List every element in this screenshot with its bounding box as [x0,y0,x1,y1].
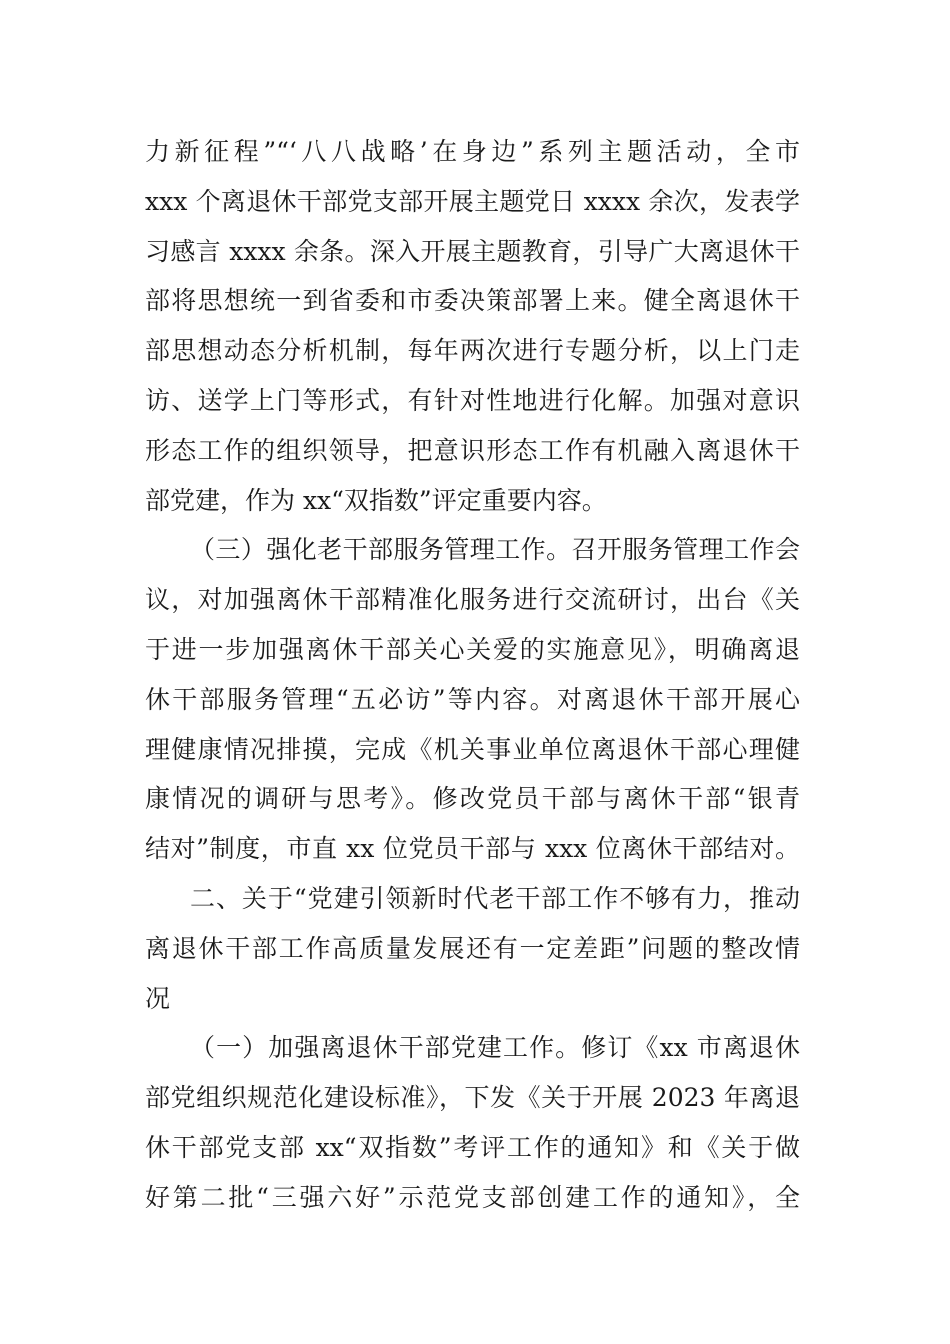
text-line: 康情况的调研与思考》。修改党员干部与离休干部“银青 [145,784,800,814]
text-line: 休干部党支部 xx“双指数”考评工作的通知》和《关于做 [145,1132,800,1162]
text-line: 形态工作的组织领导，把意识形态工作有机融入离退休干 [145,435,800,465]
section-heading-line: 离退休干部工作高质量发展还有一定差距”问题的整改情 [145,933,800,963]
text-line: 休干部服务管理“五必访”等内容。对离退休干部开展心 [145,684,800,714]
text-line: 理健康情况排摸，完成《机关事业单位离退休干部心理健 [145,734,800,764]
paragraph-party-building [145,1023,800,1222]
text-line: 部将思想统一到省委和市委决策部署上来。健全离退休干 [145,286,800,316]
document-body [145,127,800,1223]
text-line: 访、送学上门等形式，有针对性地进行化解。加强对意识 [145,385,800,415]
text-line: 好第二批“三强六好”示范党支部创建工作的通知》，全 [145,1182,800,1212]
text-line: 结对”制度，市直 xx 位党员干部与 xxx 位离休干部结对。 [145,834,800,864]
text-line: 于进一步加强离休干部关心关爱的实施意见》，明确离退 [145,634,800,664]
text-line: 部思想动态分析机制，每年两次进行专题分析，以上门走 [145,336,800,366]
text-line: xxx 个离退休干部党支部开展主题党日 xxxx 余次，发表学 [145,186,800,216]
section-heading-two [145,874,800,1023]
paragraph-service-management [145,525,800,874]
text-line: 力新征程”“‘八八战略’在身边”系列主题活动，全市 [145,137,800,166]
section-heading-line: 况 [145,983,171,1013]
subsection-heading-line: （三）强化老干部服务管理工作。召开服务管理工作会 [190,535,800,565]
paragraph-ideology-work [145,127,800,525]
section-heading-line: 二、关于“党建引领新时代老干部工作不够有力，推动 [190,883,800,913]
text-line: 部党组织规范化建设标准》，下发《关于开展 2023 年离退 [145,1083,800,1113]
text-line: 议，对加强离休干部精准化服务进行交流研讨，出台《关 [145,585,800,615]
text-line: 习感言 xxxx 余条。深入开展主题教育，引导广大离退休干 [145,236,800,266]
subsection-heading-line: （一）加强离退休干部党建工作。修订《xx 市离退休 [190,1033,800,1063]
text-line: 部党建，作为 xx“双指数”评定重要内容。 [145,485,607,515]
